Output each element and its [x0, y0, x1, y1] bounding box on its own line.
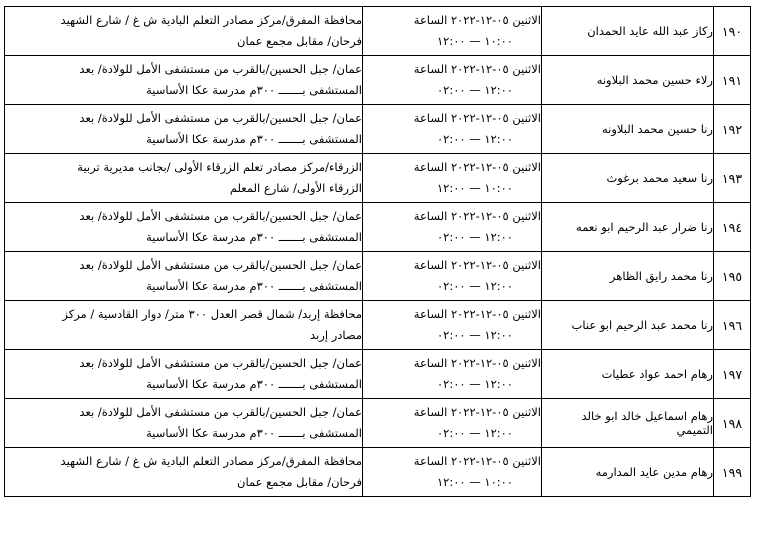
- location-line-2: الزرقاء الأولى/ شارع المعلم: [229, 181, 362, 195]
- exam-time: ١٢:٠٠ — ٠٢:٠٠: [437, 328, 513, 342]
- exam-schedule-table: [4, 6, 751, 497]
- exam-date: الاثنين ٠٥-١٢-٢٠٢٢ الساعة: [413, 209, 541, 223]
- exam-time: ١٢:٠٠ — ٠٢:٠٠: [437, 230, 513, 244]
- row-number: ١٩٨: [714, 399, 751, 448]
- location-line-2: المستشفى بـــــــ ٣٠٠م مدرسة عكا الأساسية: [146, 230, 362, 244]
- location-line-1: محافظة المفرق/مركز مصادر التعلم البادية ش غ / شارع الشهيد: [60, 454, 362, 468]
- table-row: [5, 105, 751, 154]
- exam-date: الاثنين ٠٥-١٢-٢٠٢٢ الساعة: [413, 307, 541, 321]
- exam-location-cell: [5, 252, 363, 301]
- exam-date: الاثنين ٠٥-١٢-٢٠٢٢ الساعة: [413, 62, 541, 76]
- student-name: رهام مدين عايد المدارمه: [542, 448, 714, 497]
- location-line-1: عمان/ جبل الحسين/بالقرب من مستشفى الأمل للولادة/ بعد: [79, 62, 362, 76]
- student-name: ركاز عبد الله عايد الحمدان: [542, 7, 714, 56]
- exam-time: ١٠:٠٠ — ١٢:٠٠: [437, 181, 513, 195]
- location-line-1: عمان/ جبل الحسين/بالقرب من مستشفى الأمل للولادة/ بعد: [79, 258, 362, 272]
- exam-date: الاثنين ٠٥-١٢-٢٠٢٢ الساعة: [413, 356, 541, 370]
- location-line-1: عمان/ جبل الحسين/بالقرب من مستشفى الأمل للولادة/ بعد: [79, 405, 362, 419]
- student-name: رلاء حسين محمد البلاونه: [542, 56, 714, 105]
- location-line-2: المستشفى بـــــــ ٣٠٠م مدرسة عكا الأساسية: [146, 377, 362, 391]
- location-line-2: المستشفى بـــــــ ٣٠٠م مدرسة عكا الأساسية: [146, 83, 362, 97]
- row-number: ١٩١: [714, 56, 751, 105]
- exam-location-cell: [5, 56, 363, 105]
- location-line-1: محافظة إربد/ شمال قصر العدل ٣٠٠ متر/ دوار القادسية / مركز: [62, 307, 362, 321]
- student-name: رهام احمد عواد عطيات: [542, 350, 714, 399]
- exam-date: الاثنين ٠٥-١٢-٢٠٢٢ الساعة: [413, 111, 541, 125]
- exam-time: ١٠:٠٠ — ١٢:٠٠: [437, 34, 513, 48]
- row-number: ١٩٤: [714, 203, 751, 252]
- exam-location-cell: [5, 301, 363, 350]
- location-line-2: المستشفى بـــــــ ٣٠٠م مدرسة عكا الأساسية: [146, 279, 362, 293]
- exam-date: الاثنين ٠٥-١٢-٢٠٢٢ الساعة: [413, 405, 541, 419]
- exam-time-cell: [363, 350, 542, 399]
- exam-time: ١٢:٠٠ — ٠٢:٠٠: [437, 83, 513, 97]
- student-name: رنا حسين محمد البلاونه: [542, 105, 714, 154]
- location-line-2: فرحان/ مقابل مجمع عمان: [237, 475, 362, 489]
- exam-time: ١٢:٠٠ — ٠٢:٠٠: [437, 279, 513, 293]
- exam-location-cell: [5, 154, 363, 203]
- table-row: [5, 301, 751, 350]
- exam-time-cell: [363, 399, 542, 448]
- row-number: ١٩٧: [714, 350, 751, 399]
- exam-location-cell: [5, 7, 363, 56]
- row-number: ١٩٩: [714, 448, 751, 497]
- exam-location-cell: [5, 203, 363, 252]
- student-name: رنا ضرار عبد الرحيم ابو نعمه: [542, 203, 714, 252]
- exam-time-cell: [363, 252, 542, 301]
- location-line-1: عمان/ جبل الحسين/بالقرب من مستشفى الأمل للولادة/ بعد: [79, 356, 362, 370]
- exam-location-cell: [5, 105, 363, 154]
- exam-location-cell: [5, 350, 363, 399]
- row-number: ١٩٣: [714, 154, 751, 203]
- row-number: ١٩٢: [714, 105, 751, 154]
- location-line-1: عمان/ جبل الحسين/بالقرب من مستشفى الأمل للولادة/ بعد: [79, 111, 362, 125]
- table-row: [5, 252, 751, 301]
- exam-time-cell: [363, 7, 542, 56]
- location-line-2: المستشفى بـــــــ ٣٠٠م مدرسة عكا الأساسية: [146, 426, 362, 440]
- exam-date: الاثنين ٠٥-١٢-٢٠٢٢ الساعة: [413, 258, 541, 272]
- student-name: رنا سعيد محمد برغوث: [542, 154, 714, 203]
- exam-time-cell: [363, 448, 542, 497]
- student-name: رنا محمد رايق الظاهر: [542, 252, 714, 301]
- exam-date: الاثنين ٠٥-١٢-٢٠٢٢ الساعة: [413, 13, 541, 27]
- table-row: [5, 399, 751, 448]
- exam-time-cell: [363, 301, 542, 350]
- table-row: [5, 154, 751, 203]
- exam-time: ١٠:٠٠ — ١٢:٠٠: [437, 475, 513, 489]
- location-line-2: فرحان/ مقابل مجمع عمان: [237, 34, 362, 48]
- location-line-1: عمان/ جبل الحسين/بالقرب من مستشفى الأمل للولادة/ بعد: [79, 209, 362, 223]
- exam-time-cell: [363, 105, 542, 154]
- exam-time: ١٢:٠٠ — ٠٢:٠٠: [437, 426, 513, 440]
- exam-location-cell: [5, 448, 363, 497]
- table-row: [5, 7, 751, 56]
- row-number: ١٩٠: [714, 7, 751, 56]
- exam-time-cell: [363, 56, 542, 105]
- exam-time-cell: [363, 203, 542, 252]
- schedule-body: [5, 7, 751, 497]
- exam-date: الاثنين ٠٥-١٢-٢٠٢٢ الساعة: [413, 454, 541, 468]
- row-number: ١٩٦: [714, 301, 751, 350]
- location-line-1: الزرقاء/مركز مصادر تعلم الزرقاء الأولى /بجانب مديرية تربية: [77, 160, 362, 174]
- exam-time: ١٢:٠٠ — ٠٢:٠٠: [437, 377, 513, 391]
- table-row: [5, 203, 751, 252]
- exam-date: الاثنين ٠٥-١٢-٢٠٢٢ الساعة: [413, 160, 541, 174]
- location-line-1: محافظة المفرق/مركز مصادر التعلم البادية ش غ / شارع الشهيد: [60, 13, 362, 27]
- exam-time-cell: [363, 154, 542, 203]
- table-row: [5, 448, 751, 497]
- location-line-2: مصادر إربد: [310, 328, 362, 342]
- row-number: ١٩٥: [714, 252, 751, 301]
- table-row: [5, 56, 751, 105]
- table-row: [5, 350, 751, 399]
- student-name: رنا محمد عبد الرحيم ابو عناب: [542, 301, 714, 350]
- exam-location-cell: [5, 399, 363, 448]
- student-name: رهام اسماعيل خالد ابو خالد التميمي: [542, 399, 714, 448]
- location-line-2: المستشفى بـــــــ ٣٠٠م مدرسة عكا الأساسية: [146, 132, 362, 146]
- exam-time: ١٢:٠٠ — ٠٢:٠٠: [437, 132, 513, 146]
